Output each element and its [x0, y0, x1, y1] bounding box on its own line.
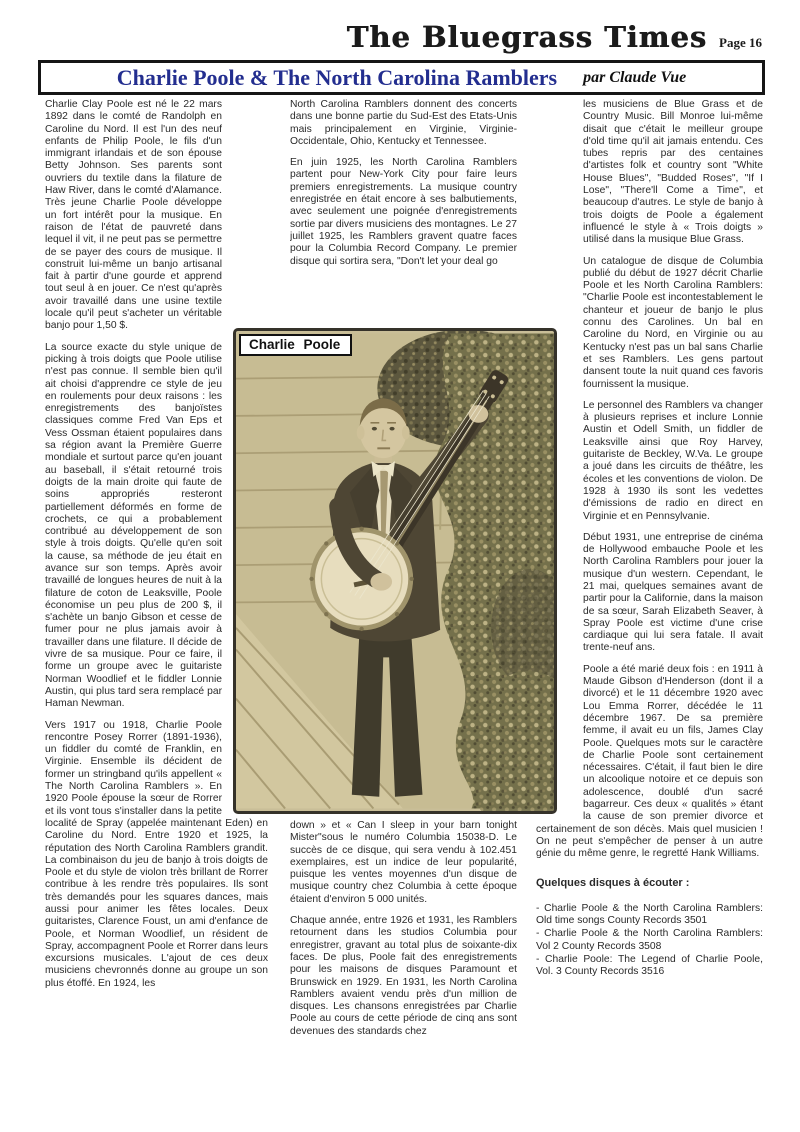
- paragraph: Début 1931, une entreprise de cinéma de Hollywood embauche Poole et les North Carolina Ramblers pour jouer la musique d'un western. Cependant, le 21 mai, quelques semaines avant de partir pour la Californie, dans la maison de sa sœur, Sarah Elizabeth Seaver, à Spray Poole est victime d'une crise cardiaque qui lui sera fatale. Il avait trente-neuf ans.: [583, 531, 763, 654]
- article-title: Charlie Poole & The North Carolina Ramblers: [116, 64, 558, 90]
- charlie-poole-photo: [233, 328, 557, 814]
- page-number: Page 16: [719, 35, 762, 50]
- paragraph: Le personnel des Ramblers va changer à plusieurs reprises et inclure Lonnie Austin et Odell Smith, un fiddler de Leaksville ainsi que Roy Harvey, guitariste de Beckley, W.Va. Le groupe a joué dans les circuits de théâtre, les écoles et les conventions de violon. De 1928 à 1930 ils sont les vedettes d'émissions de radio en direct en Virginie et en Pennsylvanie.: [583, 399, 763, 522]
- column-3: [536, 99, 763, 980]
- paragraph: En juin 1925, les North Carolina Ramblers partent pour New-York City pour faire leurs premiers enregistrements. La musique country enregistrée en était encore à ses balbutiements, avec seulement une poignée d'enregistrements sortie par divers musiciens des montagnes. Le 27 juillet 1925, les Ramblers gravent quatre faces pour la Columbia Record Company. Le premier disque qui sortira sera, "Don't let your deal go: [290, 157, 517, 267]
- paragraph: Chaque année, entre 1926 et 1931, les Ramblers retournent dans les studios Columbia pour enregistrer, gravant au total plus de soixante-dix faces. De plus, Poole fait des enregistrements pour les maisons de disques Paramount et Brunswick en 1929. En 1931, les North Carolina Ramblers avaient vendu près d'un million de disques. Les chansons enregistrées par Charlie Poole au cours de cette période de cinq ans sont devenues des standards chez: [290, 915, 517, 1037]
- paragraph: La source exacte du style unique de picking à trois doigts que Poole utilise n'est pas connue. Il semble bien qu'il ait choisi d'apprendre ce style de jeu en roulements pour deux raisons : les enregistrements des banjoïstes classiques comme Fred Van Eps et Vess Ossman étaient populaires dans sa région avant la Première Guerre mondiale et surtout parce qu'en jouant au baseball, il s'était retourné trois doigts de la main droite qui faute de soins appropriés resteront partiellement déformés en forme de crochets, ce qui a probablement contribué au développement de son style à trois doigts. Qu'elle qu'en soit la cause, sa méthode de jeu était en avance sur son temps. Après avoir travaillé de longues heures de nuit à la filature de coton de Leaksville, Poole économise un peu plus de 200 $, il s'achète un banjo Gibson et cesse de fumer pour ne plus jamais avoir à travailler dans une filature. Il décide de vivre de sa musique. Pour ce faire, il forme un groupe avec le guitariste Norman Woodlief et le fiddler Lonnie Austin, qui plus tard sera remplacé par Haman Newman.: [45, 341, 222, 710]
- disc-list-item: - Charlie Poole: The Legend of Charlie Poole, Vol. 3 County Records 3516: [536, 954, 763, 978]
- masthead: [347, 20, 762, 54]
- article-body: [0, 99, 800, 1132]
- paragraph: down » et « Can I sleep in your barn tonight Mister"sous le numéro Columbia 15038-D. Le succès de ce disque, qui sera vendu à 102.451 exemplaires, est un indice de leur popularité, puisque les ventes moyennes d'un disque de musique country chez Columbia à cette époque étaient d'environ 5 000 unités.: [290, 820, 517, 905]
- paragraph: les musiciens de Blue Grass et de Country Music. Bill Monroe lui-même disait que c'était le meilleur groupe d'old time qu'il ait jamais entendu. Ces tubes repris par des centaines d'artistes folk et country sont "White House Blues", "Budded Roses", "If I Lose", "There'll Come a Time", et beaucoup d'autres. Le style de banjo à trois doigts de Poole a également influencé le style à « Trois doigts » utilisé dans la musique Blue Grass.: [583, 99, 763, 246]
- disc-list-item: - Charlie Poole & the North Carolina Ramblers: Vol 2 County Records 3508: [536, 928, 763, 952]
- disc-list-item: - Charlie Poole & the North Carolina Ramblers: Old time songs County Records 3501: [536, 902, 763, 927]
- column-2-top: [290, 99, 517, 328]
- newspaper-name: The Bluegrass Times: [346, 20, 708, 54]
- paragraph: North Carolina Ramblers donnent des concerts dans une bonne partie du Sud-Est des Etats-Unis mais principalement en Virginie, Virginie-Occidentale, Ohio, Kentucky et Tennessee.: [290, 99, 517, 147]
- article-title-bar: [38, 60, 765, 95]
- article-byline: par Claude Vue: [583, 68, 687, 86]
- paragraph: Un catalogue de disque de Columbia publié du début de 1927 décrit Charlie Poole et les North Carolina Ramblers: "Charlie Poole est incontestablement le chanteur et joueur de banjo le plus connu des Carolines. Un bal en Caroline du Nord, en Virginie ou au Kentucky n'est pas un bal sans Charlie et ses Ramblers. Les gens partout dansent toute la nuit quand ces favoris fournissent la musique.: [583, 255, 763, 390]
- paragraph: Vers 1917 ou 1918, Charlie Poole rencontre Posey Rorrer (1891-1936), un fiddler du comté de Franklin, en Virginie. Ensemble ils décident de former un stringband qu'ils appellent « The North Carolina Ramblers ». En 1920 Poole épouse la sœur de Rorrer et ils vont tous s'installer dans la petite localité de Spray (appelée maintenant Eden) en Caroline du Nord. Entre 1920 et 1925, la réputation des North Carolina Ramblers grandit. La combinaison du jeu de banjo à trois doigts de Poole et du style de violon très brillant de Rorrer contribue à les rendre très populaires. Ils sont très demandés pour les squares dances, mais aussi pour animer les fêtes locales. Deux guitaristes, Clarence Foust, un ami d'enfance de Poole, et Norman Woodlief, un résident de Spray, accompagnent Poole et Rorrer dans leurs excursions musicales. L'ajout de ces deux musiciens chevronnés donne au groupe un son plus étoffé. En 1924, les: [45, 719, 268, 989]
- discs-heading: Quelques disques à écouter :: [536, 876, 690, 889]
- paragraph: Charlie Clay Poole est né le 22 mars 1892 dans le comté de Randolph en Caroline du Nord. Il est l'un des neuf enfants de Philip Poole, le fils d'un immigrant irlandais et de son épouse Betty Johnson. Ses parents sont ouvriers du textile dans la filature de Haw River, dans le comté d'Alamance. Très jeune Charlie Poole développe un fort intérêt pour la musique. En raison de l'état de pauvreté dans lequel il vit, il ne peut pas se permettre de se payer des cours de musique. Il construit lui-même un banjo artisanal fait à partir d'une gourde et apprend tout seul à en jouer. Ce n'est qu'après avoir travaillé dans une usine textile locale qu'il peut s'acheter un véritable banjo pour 1,50 $.: [45, 99, 222, 332]
- photo-caption: Charlie Poole: [239, 334, 352, 356]
- photo-illustration: [236, 331, 554, 811]
- paragraph: Poole a été marié deux fois : en 1911 à Maude Gibson d'Henderson (dont il a divorcé) et le 11 décembre 1920 avec Lou Emma Rorrer, décédée le 11 décembre 1967. De sa première femme, il avait eu un fils, James Clay Poole. Quelques mots sur le caractère de Charlie Poole sont certainement nécessaires. C'était, il faut bien le dire un alcoolique notoire et ce depuis son adolescence, doublé d'un sacré bagarreur. Ces deux « qualités » étant la cause de son premier divorce et certainement de son décès. Mais quel musicien ! On ne peut s'empêcher de penser à un autre génie du même genre, le regretté Hank Williams.: [536, 663, 763, 860]
